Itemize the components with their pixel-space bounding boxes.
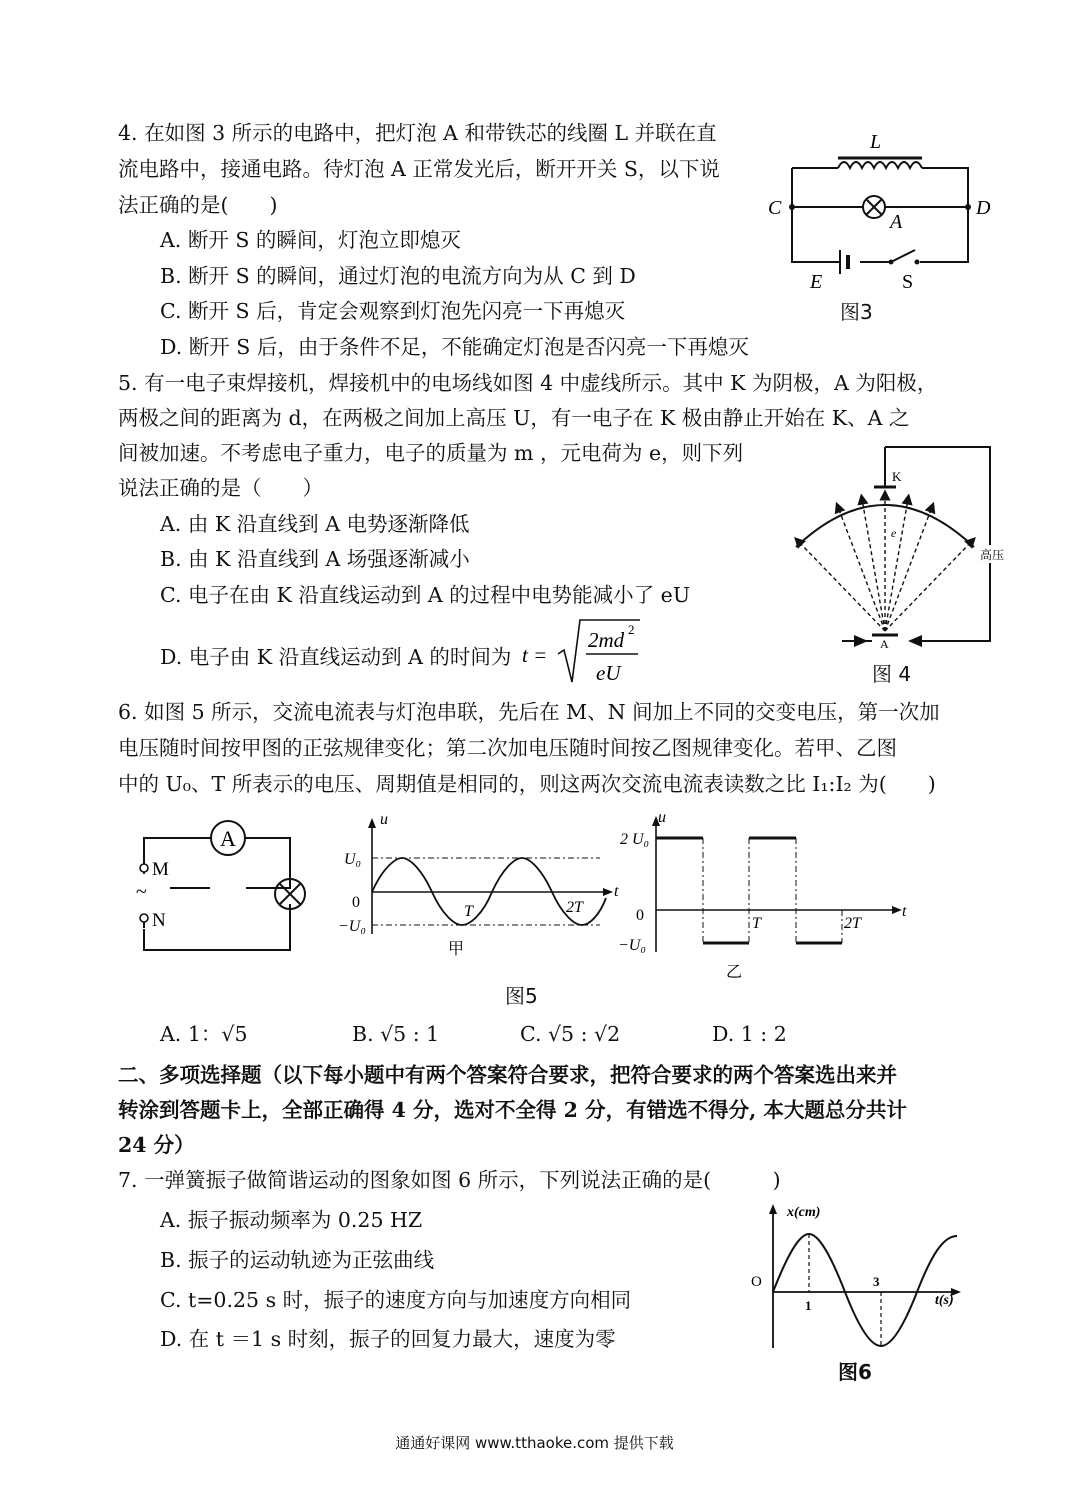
q6-line1: 6. 如图 5 所示，交流电流表与灯泡串联，先后在 M、N 间加上不同的交变电压，第一次加 — [118, 700, 940, 724]
q6-option-b: B. √5 : 1 — [352, 1022, 440, 1046]
jia-neg-u0-label: −U₀ — [338, 918, 366, 935]
fig3-label-d: D — [976, 197, 991, 219]
fig4-high-voltage: 高压 — [980, 548, 1005, 562]
yi-t-tick: T — [752, 915, 761, 932]
q5-option-a: A. 由 K 沿直线到 A 电势逐渐降低 — [160, 512, 470, 536]
q7-option-b: B. 振子的运动轨迹为正弦曲线 — [160, 1248, 435, 1272]
yi-u-axis-label: u — [658, 812, 666, 826]
formula-t: t = — [522, 643, 548, 667]
displacement-curve — [773, 1234, 957, 1346]
yi-caption: 乙 — [726, 964, 743, 981]
fig6-caption: 图6 — [838, 1360, 872, 1384]
yi-t-axis-label: t — [902, 903, 907, 920]
figure-5-yi-square-graph — [616, 812, 916, 982]
formula-denominator: eU — [596, 661, 621, 685]
figure-6-shm-graph — [745, 1198, 995, 1358]
fig3-label-a: A — [890, 211, 903, 233]
q5-option-c: C. 电子在由 K 沿直线运动到 A 的过程中电势能减小了 eU — [160, 583, 691, 607]
fig3-label-c: C — [768, 197, 782, 219]
q4-line2: 流电路中，接通电路。待灯泡 A 正常发光后，断开开关 S，以下说 — [118, 157, 720, 181]
q5-line1: 5. 有一电子束焊接机，焊接机中的电场线如图 4 中虚线所示。其中 K 为阴极，A 为阳极， — [118, 371, 938, 395]
q4-option-c: C. 断开 S 后，肯定会观察到灯泡先闪亮一下再熄灭 — [160, 299, 626, 323]
q4-option-a: A. 断开 S 的瞬间，灯泡立即熄灭 — [160, 228, 461, 252]
figure-4-field-lines — [790, 445, 1005, 650]
q6-line2: 电压随时间按甲图的正弦规律变化；第二次加电压随时间按乙图规律变化。若甲、乙图 — [118, 736, 897, 760]
jia-t-tick: T — [464, 903, 473, 920]
fig5-label-n: N — [152, 910, 166, 931]
fig5-tilde: ~ — [136, 881, 147, 903]
q5-line4: 说法正确的是（ ） — [118, 476, 323, 500]
figure-5-circuit — [130, 812, 310, 957]
q7-option-c: C. t=0.25 s 时，振子的速度方向与加速度方向相同 — [160, 1288, 632, 1312]
fig6-origin-label: O — [751, 1274, 762, 1290]
q5-option-d: D. 电子由 K 沿直线运动到 A 的时间为 — [160, 645, 512, 669]
jia-t-axis-label: t — [614, 883, 619, 900]
fig3-caption: 图3 — [840, 300, 873, 324]
section2-heading-line1: 二、多项选择题（以下每小题中有两个答案符合要求，把符合要求的两个答案选出来并 — [118, 1063, 897, 1087]
q5-line3: 间被加速。不考虑电子重力，电子的质量为 m ，元电荷为 e，则下列 — [118, 441, 744, 465]
formula-numerator: 2md — [588, 628, 625, 652]
fig6-x-axis-label: t(s) — [935, 1293, 954, 1308]
fig3-label-l: L — [870, 131, 882, 153]
fig4-label-k: K — [892, 469, 902, 484]
jia-2t-tick: 2T — [566, 899, 583, 916]
yi-neg-u0-label: −U₀ — [618, 937, 646, 954]
formula-exponent: 2 — [628, 622, 635, 637]
figure-5-jia-sine-graph — [338, 812, 628, 967]
figure-3-circuit — [760, 122, 1000, 322]
q4-option-d: D. 断开 S 后，由于条件不足，不能确定灯泡是否闪亮一下再熄灭 — [160, 335, 749, 359]
q7-stem: 7. 一弹簧振子做简谐运动的图象如图 6 所示，下列说法正确的是( ) — [118, 1168, 781, 1192]
q5-formula — [522, 616, 647, 688]
q4-line3: 法正确的是( ) — [118, 193, 278, 217]
q4-line1: 4. 在如图 3 所示的电路中，把灯泡 A 和带铁芯的线圈 L 并联在直 — [118, 121, 717, 145]
jia-u-axis-label: u — [380, 812, 388, 828]
q7-option-d: D. 在 t ＝1 s 时刻，振子的回复力最大，速度为零 — [160, 1327, 616, 1351]
fig6-tick-3: 3 — [873, 1274, 880, 1289]
q5-option-b: B. 由 K 沿直线到 A 场强逐渐减小 — [160, 547, 470, 571]
fig5-ammeter-label: A — [220, 826, 236, 851]
fig5-label-m: M — [152, 859, 169, 880]
fig4-caption: 图 4 — [872, 662, 912, 686]
yi-2u0-label: 2 U₀ — [620, 831, 650, 848]
fig5-caption: 图5 — [505, 984, 538, 1008]
q6-option-a: A. 1：√5 — [160, 1022, 248, 1046]
fig4-label-a: A — [880, 637, 889, 650]
fig4-label-e: e — [891, 526, 897, 540]
jia-caption: 甲 — [448, 941, 465, 958]
q6-line3: 中的 U₀、T 所表示的电压、周期值是相同的，则这两次交流电流表读数之比 I₁:I₂ 为( ) — [118, 772, 936, 796]
fig6-tick-1: 1 — [805, 1298, 812, 1313]
yi-2t-tick: 2T — [844, 915, 861, 932]
fig3-label-e: E — [810, 271, 823, 293]
jia-zero-label: 0 — [352, 894, 360, 911]
yi-zero-label: 0 — [636, 907, 644, 924]
q4-option-b: B. 断开 S 的瞬间，通过灯泡的电流方向为从 C 到 D — [160, 264, 636, 288]
q6-option-c: C. √5 : √2 — [520, 1022, 621, 1046]
q7-option-a: A. 振子振动频率为 0.25 HZ — [160, 1208, 423, 1232]
jia-u0-label: U₀ — [344, 851, 362, 868]
section2-heading-line2: 转涂到答题卡上，全部正确得 4 分，选对不全得 2 分，有错选不得分, 本大题总分共计 — [118, 1098, 907, 1122]
q6-option-d: D. 1 : 2 — [712, 1022, 787, 1046]
fig6-y-axis-label: x(cm) — [787, 1205, 821, 1220]
section2-heading-line3: 24 分） — [118, 1133, 195, 1157]
fig3-label-s: S — [902, 271, 914, 293]
page-footer: 通通好课网 www.tthaoke.com 提供下载 — [395, 1434, 674, 1452]
q5-line2: 两极之间的距离为 d，在两极之间加上高压 U，有一电子在 K 极由静止开始在 K、A 之 — [118, 406, 910, 430]
